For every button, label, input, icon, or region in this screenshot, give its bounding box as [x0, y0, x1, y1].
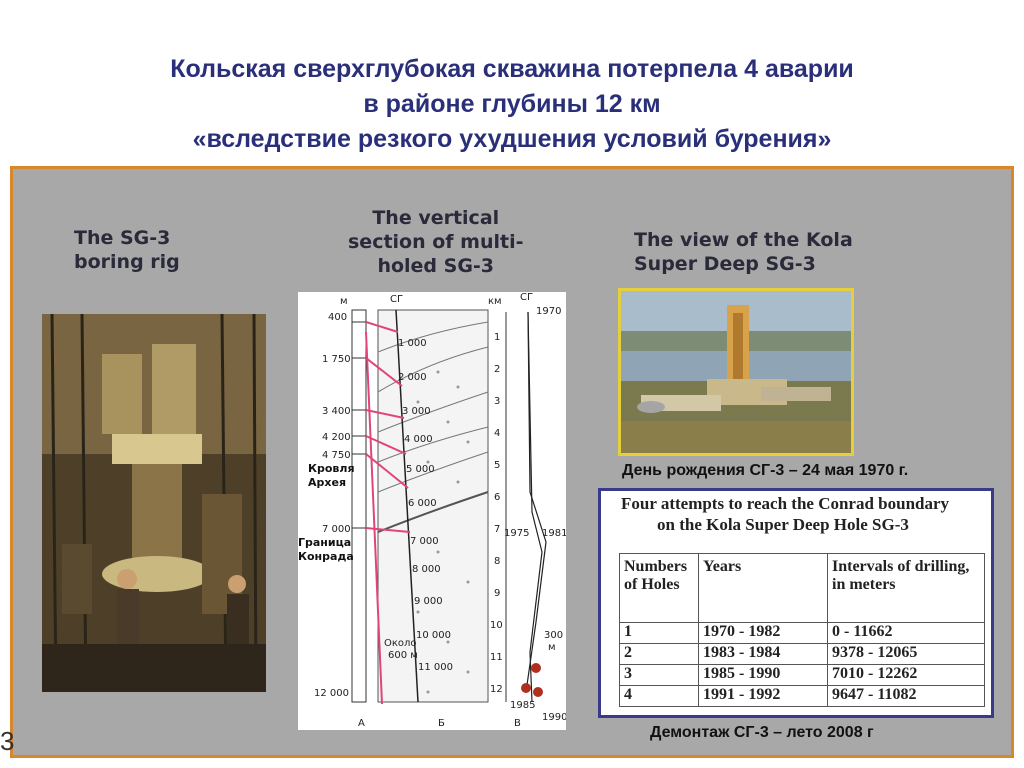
inner-depth-7000: 7 000 [410, 536, 439, 547]
table-row [620, 644, 985, 665]
inner-depth-8000: 8 000 [412, 564, 441, 575]
depth-4200: 4 200 [322, 432, 351, 443]
depth-400: 400 [328, 312, 348, 323]
slide-title [0, 52, 1024, 157]
km-2: 2 [494, 364, 501, 375]
table-row [620, 665, 985, 686]
boring-rig-photo [42, 314, 266, 692]
demontazh-caption: Демонтаж СГ-3 – лето 2008 г [650, 724, 874, 741]
accident-marker-3 [533, 687, 543, 697]
header-years: Years [699, 554, 828, 623]
cell-interval: 9647 - 11082 [828, 686, 985, 707]
title-line-2: в районе глубины 12 км [363, 90, 661, 118]
col-sg2-label: СГ [520, 292, 534, 303]
km-11: 11 [490, 652, 503, 663]
slide-number: 3 [0, 726, 15, 756]
inner-depth-3000: 3 000 [402, 406, 431, 417]
cell-number: 1 [620, 623, 699, 644]
accident-marker-1 [531, 663, 541, 673]
year-1990: 1990 [542, 712, 566, 723]
label-konrada: Конрада [298, 550, 354, 563]
cell-interval: 9378 - 12065 [828, 644, 985, 665]
depth-4750: 4 750 [322, 450, 351, 461]
section-caption-line-1: The vertical [372, 207, 500, 229]
km-10: 10 [490, 620, 503, 631]
cell-years: 1970 - 1982 [699, 623, 828, 644]
year-1985: 1985 [510, 700, 536, 711]
header-numbers: Numbers of Holes [620, 554, 699, 623]
view-caption-line-2: Super Deep SG-3 [634, 253, 816, 275]
section-caption [348, 206, 524, 278]
kola-view-photo [618, 288, 854, 456]
view-caption-line-1: The view of the Kola [634, 229, 853, 251]
cell-years: 1991 - 1992 [699, 686, 828, 707]
bottom-label-a: А [358, 718, 365, 729]
depth-scale-column [352, 310, 366, 702]
inner-depth-10000: 10 000 [416, 630, 451, 641]
table-row [620, 686, 985, 707]
cell-interval: 7010 - 12262 [828, 665, 985, 686]
cell-number: 4 [620, 686, 699, 707]
km-8: 8 [494, 556, 501, 567]
header-intervals: Intervals of drilling, in meters [828, 554, 985, 623]
label-okolo: Около [384, 638, 417, 649]
drilling-attempts-table-panel [598, 488, 994, 718]
inner-depth-4000: 4 000 [404, 434, 433, 445]
label-granitsa: Граница [298, 536, 352, 549]
col-m-label: м [340, 296, 348, 307]
km-6: 6 [494, 492, 501, 503]
inner-depth-1000: 1 000 [398, 338, 427, 349]
view-caption [634, 228, 853, 276]
col-km-label: км [488, 296, 502, 307]
cell-years: 1985 - 1990 [699, 665, 828, 686]
km-12: 12 [490, 684, 503, 695]
km-7: 7 [494, 524, 501, 535]
km-5: 5 [494, 460, 501, 471]
title-line-1: Кольская сверхглубокая скважина потерпела 4 аварии [170, 55, 854, 83]
km-3: 3 [494, 396, 501, 407]
table-title [601, 491, 991, 535]
table-title-line-1: Four attempts to reach the Conrad boundary [621, 494, 950, 513]
section-caption-line-2: section of multi- [348, 231, 524, 253]
col-sg-label: СГ [390, 294, 404, 305]
inner-depth-5000: 5 000 [406, 464, 435, 475]
depth-12000: 12 000 [314, 688, 349, 699]
vertical-section-diagram [298, 292, 566, 730]
km-4: 4 [494, 428, 501, 439]
inner-depth-6000: 6 000 [408, 498, 437, 509]
note-300: 300 [544, 630, 564, 641]
inner-depth-2000: 2 000 [398, 372, 427, 383]
inner-depth-9000: 9 000 [414, 596, 443, 607]
km-1: 1 [494, 332, 501, 343]
label-krovlya: Кровля [308, 462, 355, 475]
label-600m: 600 м [388, 650, 418, 661]
cell-number: 3 [620, 665, 699, 686]
cell-interval: 0 - 11662 [828, 623, 985, 644]
inner-depth-11000: 11 000 [418, 662, 453, 673]
bottom-label-b: Б [438, 718, 445, 729]
table-row [620, 623, 985, 644]
note-m: м [548, 642, 556, 653]
km-9: 9 [494, 588, 501, 599]
cell-years: 1983 - 1984 [699, 644, 828, 665]
table-header-row [620, 554, 985, 623]
section-caption-line-3: holed SG-3 [377, 255, 495, 277]
rig-caption-line-2: boring rig [74, 251, 180, 273]
bottom-label-v: В [514, 718, 521, 729]
year-1981: 1981 [542, 528, 566, 539]
label-arkheya: Архея [308, 476, 347, 489]
cell-number: 2 [620, 644, 699, 665]
drilling-attempts-table [619, 553, 985, 707]
year-1970: 1970 [536, 306, 562, 317]
title-line-3: «вследствие резкого ухудшения условий бурения» [192, 125, 832, 153]
depth-3400: 3 400 [322, 406, 351, 417]
depth-7000: 7 000 [322, 524, 351, 535]
rig-caption [74, 226, 180, 274]
accident-marker-2 [521, 683, 531, 693]
rig-caption-line-1: The SG-3 [74, 227, 171, 249]
year-1975: 1975 [504, 528, 530, 539]
birthday-caption: День рождения СГ-3 – 24 мая 1970 г. [622, 462, 909, 479]
table-title-line-2: on the Kola Super Deep Hole SG-3 [657, 515, 909, 534]
depth-1750: 1 750 [322, 354, 351, 365]
